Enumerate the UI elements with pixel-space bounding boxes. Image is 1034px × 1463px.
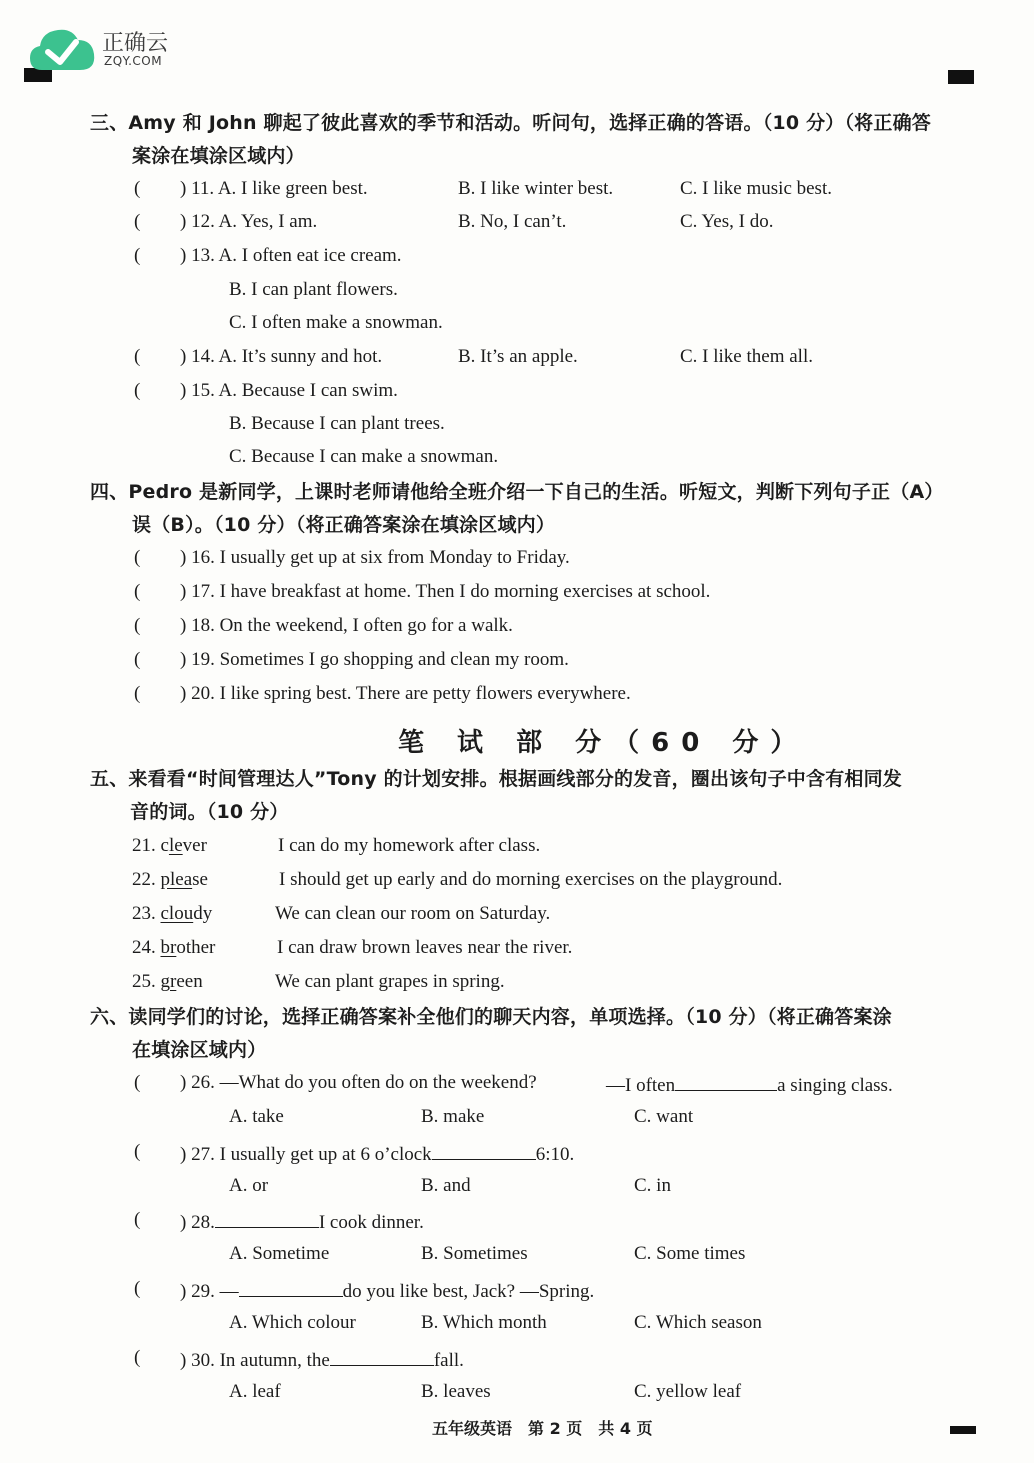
question-number: 25. [132, 971, 156, 992]
question-27-option-b: B. and [421, 1175, 471, 1196]
word-part: dy [193, 903, 213, 924]
question-15: ) 15. A. Because I can swim. [180, 380, 398, 401]
question-30-option-a: A. leaf [229, 1381, 281, 1402]
question-27-tail: 6:10. [535, 1144, 575, 1165]
cloud-check-icon [28, 24, 98, 74]
answer-paren: ( [134, 346, 141, 367]
watermark-logo [28, 22, 178, 74]
question-28-tail: I cook dinner. [318, 1212, 424, 1233]
section-4-heading-cont: 误（B）。（10 分）（将正确答案涂在填涂区域内） [132, 514, 556, 536]
answer-paren: ( [134, 1209, 141, 1230]
answer-paren: ( [134, 1141, 141, 1162]
question-25-word [132, 971, 203, 993]
question-26-option-a: A. take [229, 1106, 284, 1127]
question-27-stem: ) 27. I usually get up at 6 o’clock [180, 1144, 432, 1165]
answer-paren: ( [134, 1347, 141, 1368]
question-27-option-c: C. in [634, 1175, 671, 1196]
question-29 [180, 1278, 594, 1303]
question-30-tail: fall. [433, 1350, 464, 1371]
question-14-option-c: C. I like them all. [680, 346, 813, 367]
fill-blank[interactable] [215, 1209, 319, 1228]
question-13-option-c: C. I often make a snowman. [229, 312, 443, 333]
question-13-option-b: B. I can plant flowers. [229, 279, 398, 300]
fill-blank[interactable] [675, 1072, 777, 1091]
word-part: ver [182, 835, 207, 856]
word-part: c [160, 835, 169, 856]
question-30-option-b: B. leaves [421, 1381, 491, 1402]
answer-paren: ( [134, 1072, 141, 1093]
fill-blank[interactable] [330, 1347, 434, 1366]
question-29-option-a: A. Which colour [229, 1312, 356, 1333]
answer-paren: ( [134, 380, 141, 401]
question-26-answer [606, 1072, 893, 1097]
question-number: 21. [132, 835, 156, 856]
question-number: 22. [132, 869, 156, 890]
question-28-option-b: B. Sometimes [421, 1243, 528, 1264]
question-29-option-c: C. Which season [634, 1312, 762, 1333]
question-26-option-b: B. make [421, 1106, 485, 1127]
question-11-option-b: B. I like winter best. [458, 178, 614, 199]
fill-blank[interactable] [432, 1141, 536, 1160]
question-24-sentence: I can draw brown leaves near the river. [277, 937, 573, 958]
section-3-heading-cont: 案涂在填涂区域内） [132, 145, 305, 167]
answer-prefix: —I often [606, 1075, 676, 1096]
section-5-heading: 五、来看看“时间管理达人”Tony 的计划安排。根据画线部分的发音，圈出该句子中含有相同发 [90, 768, 902, 790]
answer-paren: ( [134, 245, 141, 266]
question-12-option-b: B. No, I can’t. [458, 211, 567, 232]
registration-mark-top-right [948, 70, 974, 84]
question-21-word [132, 835, 207, 857]
page-footer: 五年级英语 第 2 页 共 4 页 [432, 1419, 653, 1438]
question-28 [180, 1209, 424, 1234]
answer-paren: ( [134, 615, 141, 636]
written-part-title: 笔 试 部 分（60 分） [398, 728, 809, 758]
question-24-word [132, 937, 215, 959]
question-25-sentence: We can plant grapes in spring. [275, 971, 505, 992]
answer-paren: ( [134, 547, 141, 568]
word-part: se [192, 869, 208, 890]
question-29-tail: do you like best, Jack? —Spring. [342, 1281, 595, 1302]
logo-name: 正确云 [102, 31, 169, 56]
word-part: other [176, 937, 216, 958]
question-27-option-a: A. or [229, 1175, 269, 1196]
question-16: ) 16. I usually get up at six from Monday to Friday. [180, 547, 570, 568]
question-12-option-c: C. Yes, I do. [680, 211, 774, 232]
section-4-heading: 四、Pedro 是新同学，上课时老师请他给全班介绍一下自己的生活。听短文，判断下列句子正（A） [90, 481, 944, 503]
question-21-sentence: I can do my homework after class. [278, 835, 541, 856]
word-part: een [176, 971, 203, 992]
question-27 [180, 1141, 574, 1166]
question-20: ) 20. I like spring best. There are petty flowers everywhere. [180, 683, 631, 704]
question-22-word [132, 869, 208, 891]
underlined-sound: plea [160, 869, 193, 890]
question-number: 23. [132, 903, 156, 924]
answer-paren: ( [134, 1278, 141, 1299]
question-11-option-c: C. I like music best. [680, 178, 832, 199]
underlined-sound: gr [160, 971, 177, 992]
question-15-option-b: B. Because I can plant trees. [229, 413, 445, 434]
question-18: ) 18. On the weekend, I often go for a walk. [180, 615, 513, 636]
question-30-option-c: C. yellow leaf [634, 1381, 742, 1402]
question-28-option-a: A. Sometime [229, 1243, 330, 1264]
question-14-option-b: B. It’s an apple. [458, 346, 578, 367]
question-19: ) 19. Sometimes I go shopping and clean my room. [180, 649, 569, 670]
question-26-option-c: C. want [634, 1106, 694, 1127]
section-3-heading: 三、Amy 和 John 聊起了彼此喜欢的季节和活动。听问句，选择正确的答语。（10 分）（将正确答 [90, 112, 931, 134]
answer-suffix: a singing class. [777, 1075, 893, 1096]
question-11: ) 11. A. I like green best. [180, 178, 368, 199]
logo-domain: ZQY.COM [104, 54, 163, 68]
question-22-sentence: I should get up early and do morning exercises on the playground. [279, 869, 783, 890]
answer-paren: ( [134, 211, 141, 232]
answer-paren: ( [134, 683, 141, 704]
question-number: 24. [132, 937, 156, 958]
underlined-sound: clou [160, 903, 194, 924]
registration-mark-bottom-right [950, 1426, 976, 1434]
question-12: ) 12. A. Yes, I am. [180, 211, 318, 232]
answer-paren: ( [134, 581, 141, 602]
question-26: ) 26. —What do you often do on the weekend? [180, 1072, 537, 1093]
section-6-heading: 六、读同学们的讨论，选择正确答案补全他们的聊天内容，单项选择。（10 分）（将正确答案涂 [90, 1006, 892, 1028]
question-14: ) 14. A. It’s sunny and hot. [180, 346, 383, 367]
question-23-word [132, 903, 212, 925]
question-28-stem: ) 28. [180, 1212, 215, 1233]
question-15-option-c: C. Because I can make a snowman. [229, 446, 499, 467]
question-29-option-b: B. Which month [421, 1312, 547, 1333]
fill-blank[interactable] [239, 1278, 343, 1297]
answer-paren: ( [134, 178, 141, 199]
answer-paren: ( [134, 649, 141, 670]
underlined-sound: le [168, 835, 183, 856]
question-30 [180, 1347, 464, 1372]
question-17: ) 17. I have breakfast at home. Then I do morning exercises at school. [180, 581, 711, 602]
question-13: ) 13. A. I often eat ice cream. [180, 245, 402, 266]
question-23-sentence: We can clean our room on Saturday. [275, 903, 551, 924]
question-29-stem: ) 29. — [180, 1281, 239, 1302]
question-30-stem: ) 30. In autumn, the [180, 1350, 330, 1371]
section-5-heading-cont: 音的词。（10 分） [130, 801, 289, 823]
section-6-heading-cont: 在填涂区域内） [132, 1039, 267, 1061]
question-28-option-c: C. Some times [634, 1243, 746, 1264]
underlined-sound: br [160, 937, 177, 958]
